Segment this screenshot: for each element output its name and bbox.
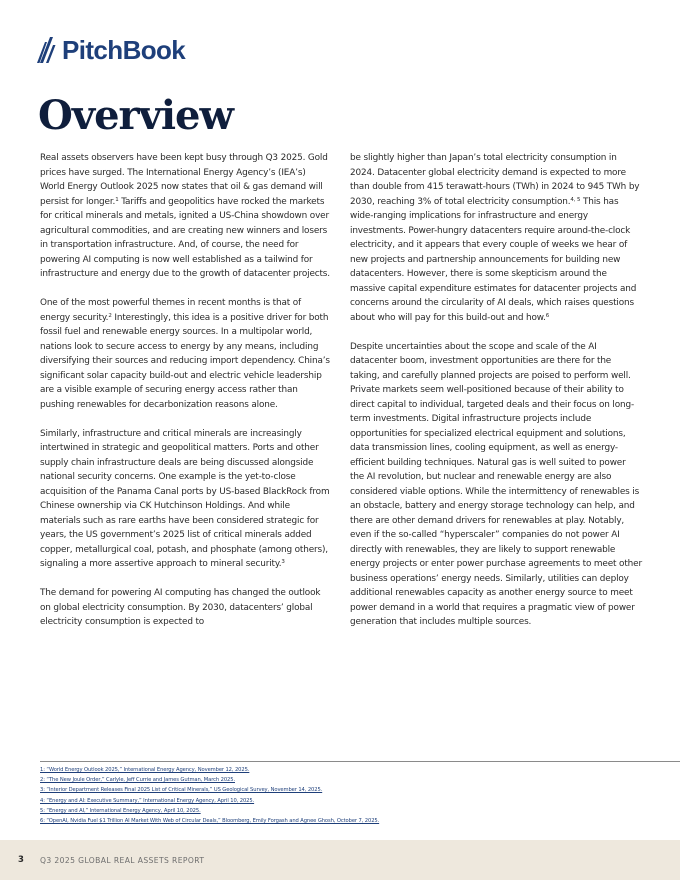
footnote-divider	[40, 761, 680, 762]
footnote-ref: 1	[115, 196, 119, 203]
footnote-link[interactable]: 5: “Energy and AI,” International Energy Agency, April 10, 2025.	[40, 807, 201, 814]
paragraph: The demand for powering AI computing has changed the outlook on global electricity consumption. By 2030, datacenters’ global electricity consumption is expected to	[40, 588, 321, 627]
page-title: Overview	[38, 92, 233, 139]
brand-logo	[36, 36, 185, 64]
paragraph: Similarly, infrastructure and critical minerals are increasingly intertwined in strategic and geopolitical matters. Ports and other supply chain infrastructure deals are being discussed alongside national security concerns. One example is the yet-to-close acquisition of the Panama Canal ports by US-based BlackRock from Chinese ownership via CK Hutchinson Holdings. And while materials such as rare earths have been considered strategic for years, the US government’s 2025 list of critical minerals added copper, metallurgical coal, potash, and phosphate (among others), signaling a more assertive approach to mineral security.$^3$	[40, 428, 330, 569]
footnote-ref: 2	[108, 312, 112, 319]
footnote-link[interactable]: 2: “The New Joule Order,” Carlyle, Jeff Currie and James Gutman, March 2025.	[40, 777, 235, 784]
footnote-ref: 4, 5	[570, 196, 581, 203]
brand-name: PitchBook	[62, 35, 186, 65]
footnote-link[interactable]: 4: “Energy and AI: Executive Summary,” International Energy Agency, April 10, 2025.	[40, 797, 255, 804]
right-column	[350, 151, 642, 644]
footnote-link[interactable]: 3: “Interior Department Releases Final 2025 List of Critical Minerals,” US Geological Survey, November 14, 2025.	[40, 787, 323, 794]
left-column	[40, 151, 332, 644]
footnote-ref: 3	[281, 559, 285, 565]
paragraph: One of the most powerful themes in recent months is that of energy security.$^2$ Interestingly, this idea is a positive driver for both fossil fuel and renewable energy sources. In a multipolar world, nations look to secure access to energy by any means, including diversifying their sources and reducing import dependency. China’s significant solar capacity build-out and electric vehicle leadership are a visible example of securing energy access rather than pushing renewables for decarbonization reasons alone.	[40, 298, 330, 410]
footnotes	[40, 765, 379, 826]
footnote-link[interactable]: 1: “World Energy Outlook 2025,” International Energy Agency, November 12, 2025.	[40, 767, 250, 773]
report-name: Q3 2025 GLOBAL REAL ASSETS REPORT	[40, 856, 205, 865]
paragraph: Despite uncertainties about the scope and scale of the AI datacenter boom, investment opportunities are there for the taking, and carefully planned projects are poised to perform well. Private markets seem well-positioned because of their ability to direct capital to individual, targeted deals and their focus on long-term investments. Digital infrastructure projects include opportunities for specialized electrical equipment and solutions, data transmission lines, cooling equipment, as well as energy-efficient building techniques. Natural gas is well suited to power the AI revolution, but nuclear and renewable energy are also considered viable options. While the intermittency of renewables is an obstacle, battery and energy storage technology can help, and there are other demand drivers for renewables at play. Notably, even if the so-called “hyperscaler” companies do not power AI directly with renewables, they are likely to support renewable energy projects or enter power purchase agreements to meet other business operations’ energy needs. Similarly, utilities can deploy additional renewables capacity as another energy source to meet power demand in a world that requires a pragmatic view of power generation that includes multiple sources.	[350, 341, 642, 627]
paragraph: Real assets observers have been kept busy through Q3 2025. Gold prices have surged. The International Energy Agency’s (IEA’s) World Energy Outlook 2025 now states that oil & gas demand will persist for longer.$^1$ Tariffs and geopolitics have rocked the markets for critical minerals and metals, ignited a US-China showdown over agricultural commodities, and are creating new winners and losers in transportation infrastructure. And, of course, the need for powering AI computing is now well established as a tailwind for infrastructure and energy due to the growth of datacenter projects.	[40, 153, 330, 279]
footnote-ref: 6	[545, 312, 550, 319]
pitchbook-logo-icon	[36, 36, 60, 64]
footnote-link[interactable]: 6: “OpenAI, Nvidia Fuel $1 Trillion AI Market With Web of Circular Deals,” Bloomberg, Emily Forgash and Agnee Ghosh, October 7, 2025.	[40, 818, 380, 825]
page-number: 3	[18, 855, 24, 865]
paragraph: be slightly higher than Japan’s total electricity consumption in 2024. Datacenter global electricity demand is expected to more than double from 415 terawatt-hours (TWh) in 2024 to 945 TWh by 2030, reaching 3% of total electricity consumption.$^{4, 5}$ This has wide-ranging implications for infrastructure and energy investments. Power-hungry datacenters require around-the-clock electricity, and it appears that every couple of weeks we hear of new projects and partnership announcements for building new datacenters. However, there is some skepticism around the massive capital expenditure estimates for datacenter projects and concerns around the circularity of AI deals, which raises questions about who will pay for this build-out and how.$^6$	[350, 153, 640, 323]
